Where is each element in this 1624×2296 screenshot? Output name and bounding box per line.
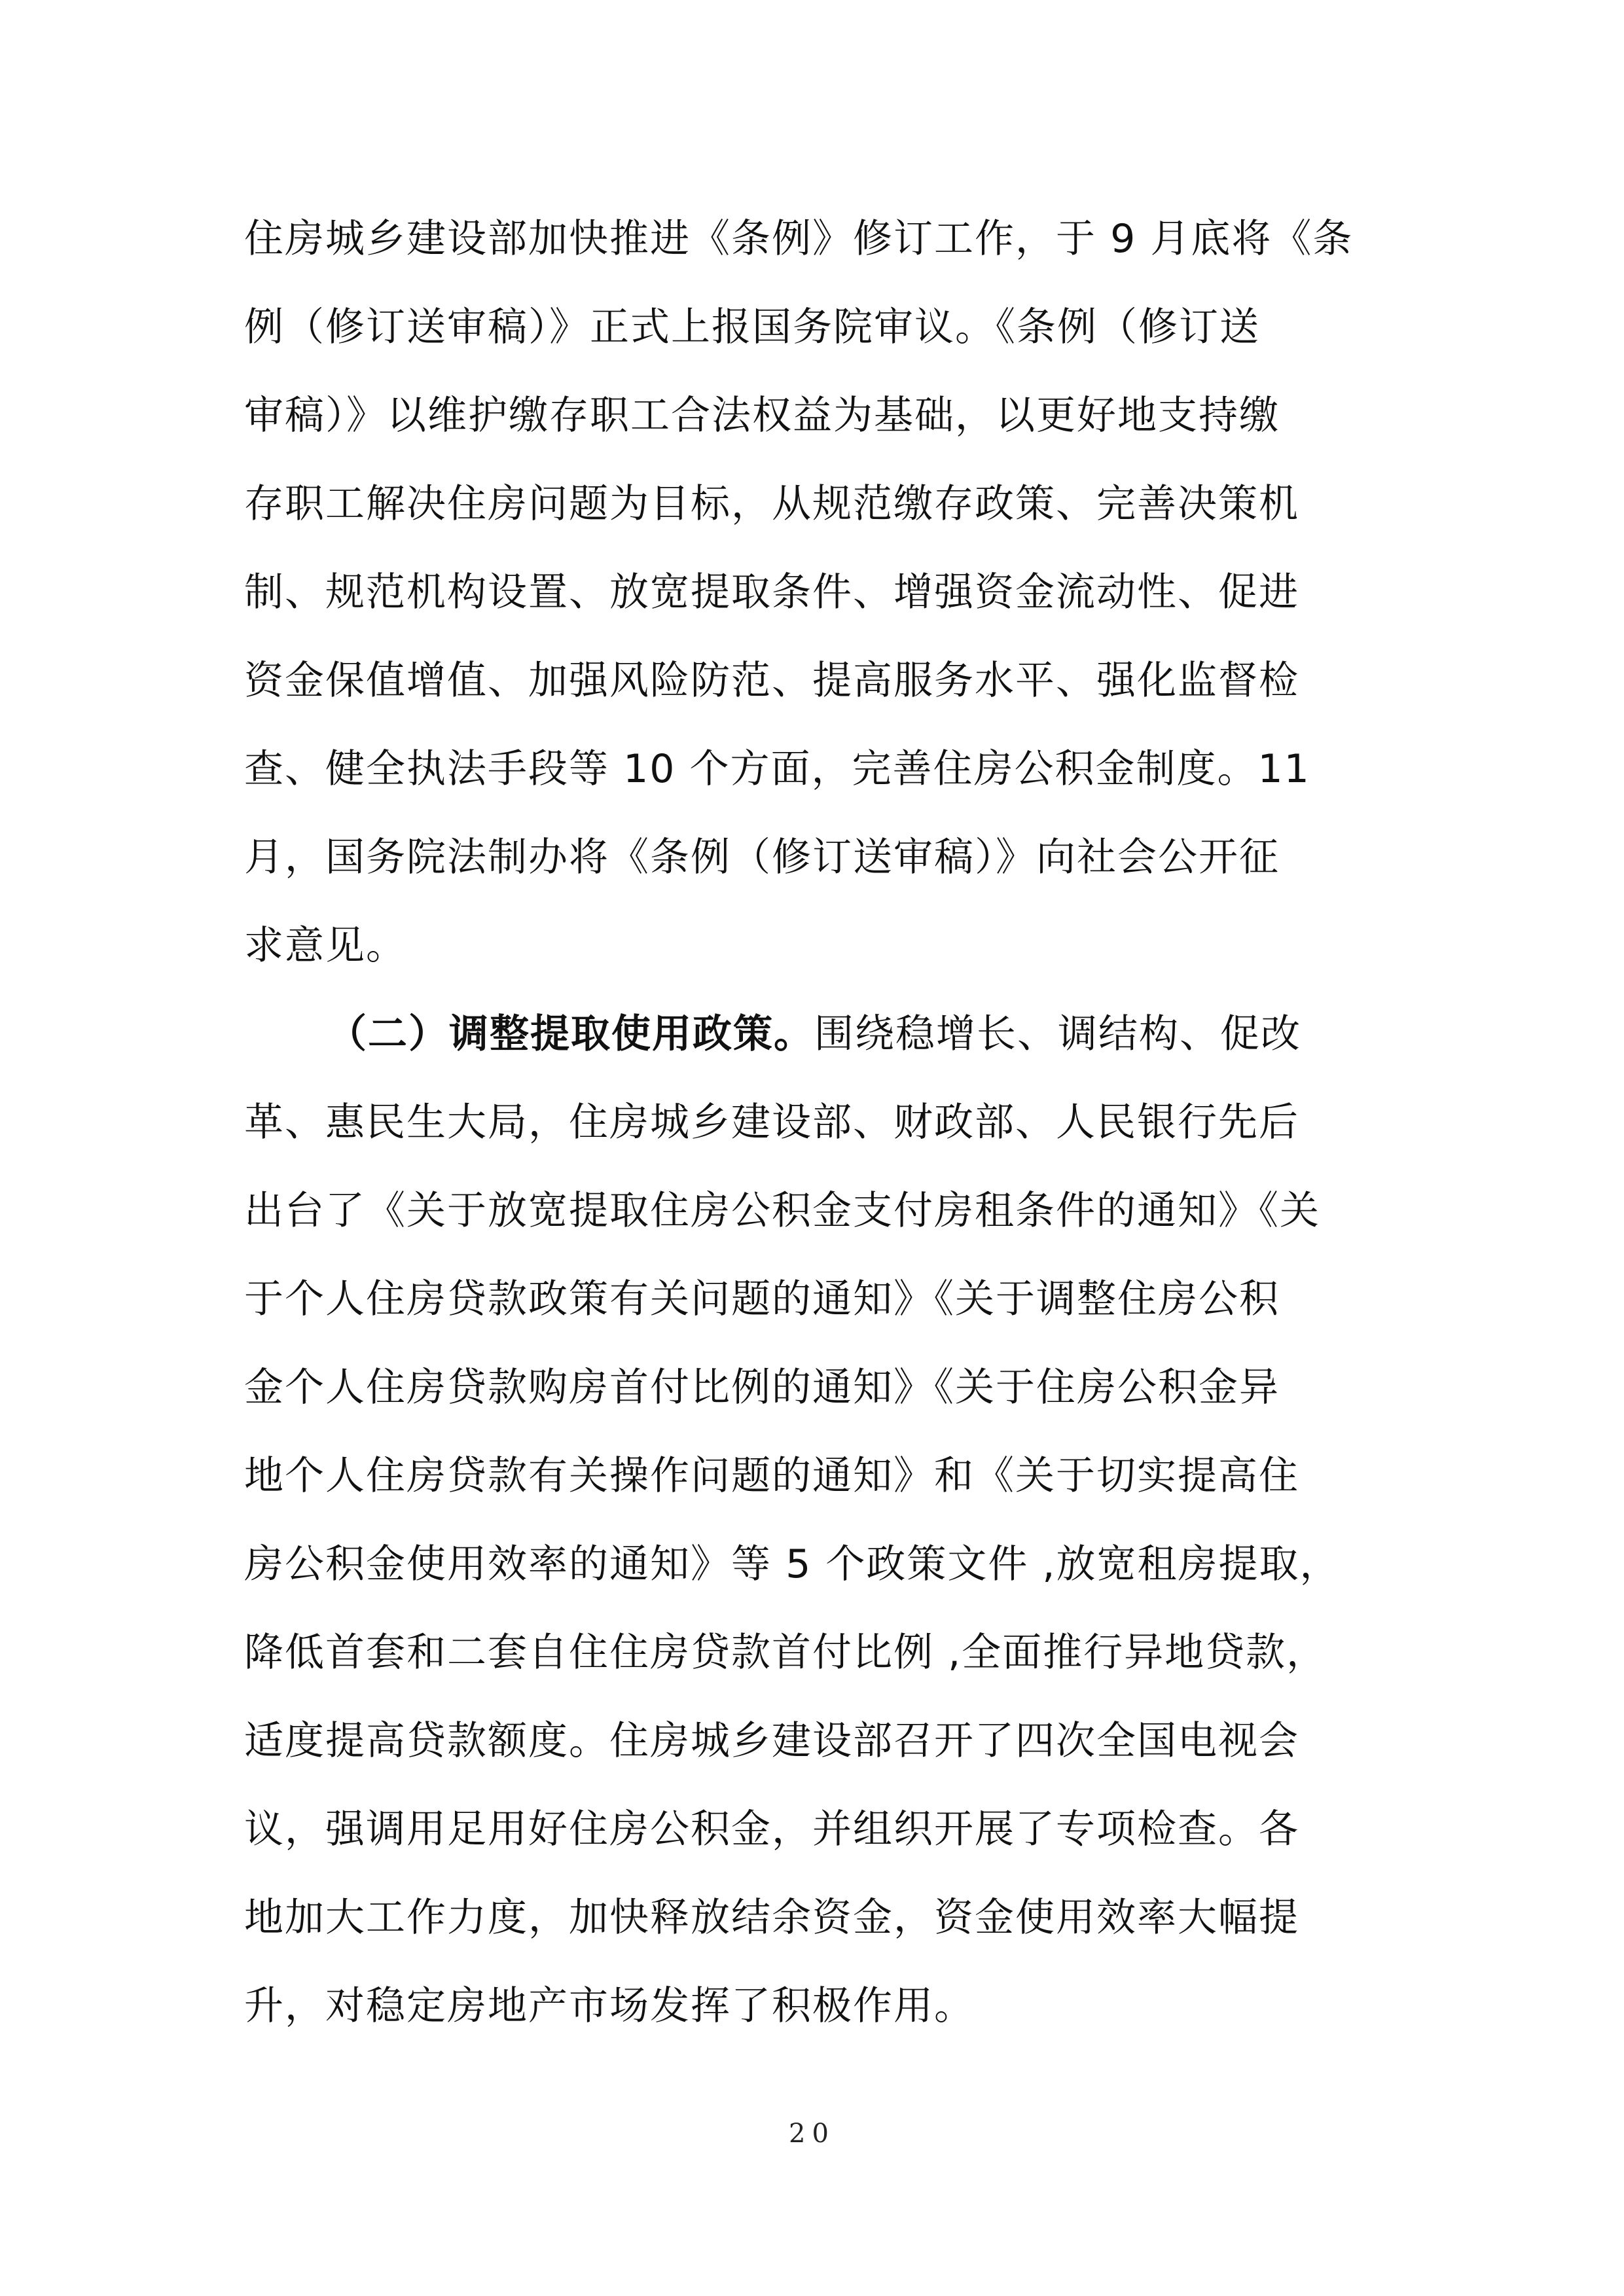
paragraph-line: 求意见。 xyxy=(244,923,406,969)
paragraph-line: 地加大工作力度，加快释放结余资金，资金使用效率大幅提 xyxy=(244,1895,1299,1941)
paragraph-line: 例（修订送审稿）》正式上报国务院审议。《条例（修订送 xyxy=(244,304,1260,350)
paragraph-line: 存职工解决住房问题为目标，从规范缴存政策、完善决策机 xyxy=(244,481,1299,527)
paragraph-line: 房公积金使用效率的通知》等 5 个政策文件 ,放宽租房提取， xyxy=(244,1541,1341,1587)
paragraph-line: 议，强调用足用好住房公积金，并组织开展了专项检查。各 xyxy=(244,1806,1299,1852)
paragraph-line: 适度提高贷款额度。住房城乡建设部召开了四次全国电视会 xyxy=(244,1718,1299,1764)
paragraph-line: 资金保值增值、加强风险防范、提高服务水平、强化监督检 xyxy=(244,658,1299,704)
paragraph-line: 出台了《关于放宽提取住房公积金支付房租条件的通知》《关 xyxy=(244,1188,1320,1234)
page-number: 20 xyxy=(789,2119,835,2149)
paragraph-line: 金个人住房贷款购房首付比例的通知》《关于住房公积金异 xyxy=(244,1365,1280,1410)
section-heading-line xyxy=(327,1008,1396,1060)
section-heading-continuation: 围绕稳增长、调结构、促改 xyxy=(814,1011,1301,1057)
paragraph-line: 革、惠民生大局，住房城乡建设部、财政部、人民银行先后 xyxy=(244,1100,1299,1145)
paragraph-line: 审稿）》以维护缴存职工合法权益为基础，以更好地支持缴 xyxy=(244,393,1280,439)
paragraph-line: 查、健全执法手段等 10 个方面，完善住房公积金制度。11 xyxy=(244,746,1310,792)
paragraph-line: 升，对稳定房地产市场发挥了积极作用。 xyxy=(244,1983,975,2029)
paragraph-line: 降低首套和二套自住住房贷款首付比例 ,全面推行异地贷款， xyxy=(244,1630,1327,1676)
section-heading: （二）调整提取使用政策。 xyxy=(327,1011,814,1057)
paragraph-line: 地个人住房贷款有关操作问题的通知》和《关于切实提高住 xyxy=(244,1453,1299,1499)
paragraph-line: 制、规范机构设置、放宽提取条件、增强资金流动性、促进 xyxy=(244,569,1299,615)
paragraph-line: 月，国务院法制办将《条例（修订送审稿）》向社会公开征 xyxy=(244,834,1280,880)
paragraph-line: 住房城乡建设部加快推进《条例》修订工作，于 9 月底将《条 xyxy=(244,216,1354,262)
paragraph-line: 于个人住房贷款政策有关问题的通知》《关于调整住房公积 xyxy=(244,1276,1280,1322)
